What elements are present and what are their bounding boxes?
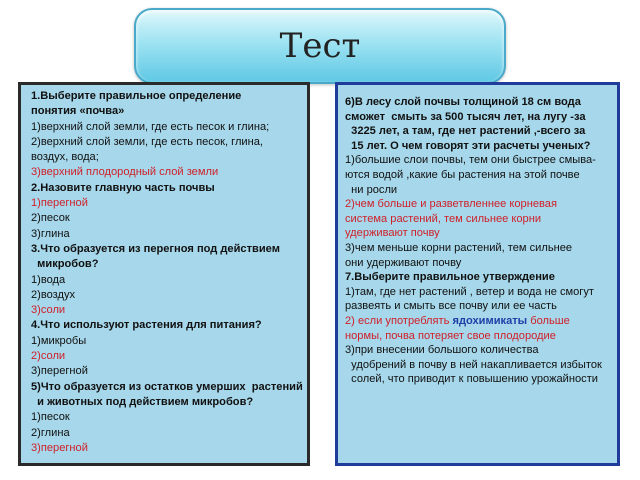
right-line: удобрений в почву в ней накапливается избыток	[345, 358, 602, 371]
right-line: солей, что приводит к повышению урожайности	[345, 373, 598, 386]
right-line: 6)В лесу слой почвы толщиной 18 см вода	[345, 96, 581, 108]
left-line: 1)микробы	[31, 334, 87, 347]
left-line: 1)верхний слой земли, где есть песок и глина;	[31, 120, 270, 133]
right-line: 1)большие слои почвы, тем они быстрее смыва-	[345, 154, 596, 167]
right-line: они удерживают почву	[345, 256, 462, 269]
right-line: сможет смыть за 500 тысяч лет, на лугу -за	[345, 110, 586, 123]
right-line: ются водой ,какие бы растения на этой почве	[345, 168, 580, 181]
left-line: 5)Что образуется из остатков умерших растений	[31, 380, 303, 393]
left-line: понятия «почва»	[31, 105, 125, 118]
left-line: 3)глина	[31, 227, 70, 240]
left-line: 2.Назовите главную часть почвы	[31, 181, 215, 194]
right-line: 2)чем больше и разветвленнее корневая	[345, 198, 557, 211]
left-line: 2)глина	[31, 426, 70, 439]
highlighted-term: ядохимикаты	[452, 314, 528, 327]
left-line: микробов?	[31, 258, 99, 271]
right-line: ни росли	[345, 183, 398, 196]
right-line: система растений, тем сильнее корни	[345, 212, 542, 225]
right-line: 1)там, где нет растений , ветер и вода не смогут	[345, 285, 594, 298]
right-line: 3225 лет, а там, где нет растений ,-всего за	[345, 125, 586, 138]
answer-text: 2) если употреблять	[345, 314, 453, 327]
left-line: 3.Что образуется из перегноя под действием	[31, 242, 280, 255]
right-line: 3)при внесении большого количества	[345, 344, 539, 357]
right-line: 15 лет. О чем говорят эти расчеты ученых?	[345, 139, 591, 152]
right-question-panel	[335, 82, 620, 466]
left-line: 1.Выберите правильное определение	[31, 90, 242, 102]
left-line: 3)перегной	[31, 365, 88, 378]
left-line: 2)воздух	[31, 288, 76, 301]
title-banner	[134, 8, 506, 84]
page-title: Тест	[279, 26, 361, 66]
left-line: 1)перегной	[31, 197, 88, 210]
right-line: 7.Выберите правильное утверждение	[345, 271, 555, 284]
left-line: 1)песок	[31, 411, 70, 424]
left-line: 1)вода	[31, 273, 66, 286]
left-line: 3)перегной	[31, 441, 88, 454]
left-line: 2)соли	[31, 350, 66, 363]
right-line: 3)чем меньше корни растений, тем сильнее	[345, 241, 573, 254]
right-line	[345, 314, 613, 329]
left-line: 3)верхний плодородный слой земли	[31, 166, 219, 179]
left-line: и животных под действием микробов?	[31, 395, 254, 408]
right-line: удерживают почву	[345, 227, 440, 240]
left-line: 3)соли	[31, 304, 66, 317]
right-line: развеять и смыть все почву или ее часть	[345, 300, 557, 313]
left-question-panel	[18, 82, 310, 466]
answer-text: больше	[527, 314, 570, 327]
left-line: 2)песок	[31, 212, 70, 225]
left-line: 2)верхний слой земли, где есть песок, глина,	[31, 135, 264, 148]
left-line: 4.Что используют растения для питания?	[31, 319, 262, 332]
right-line: нормы, почва потеряет свое плодородие	[345, 329, 556, 342]
left-line: воздух, вода;	[31, 151, 99, 164]
